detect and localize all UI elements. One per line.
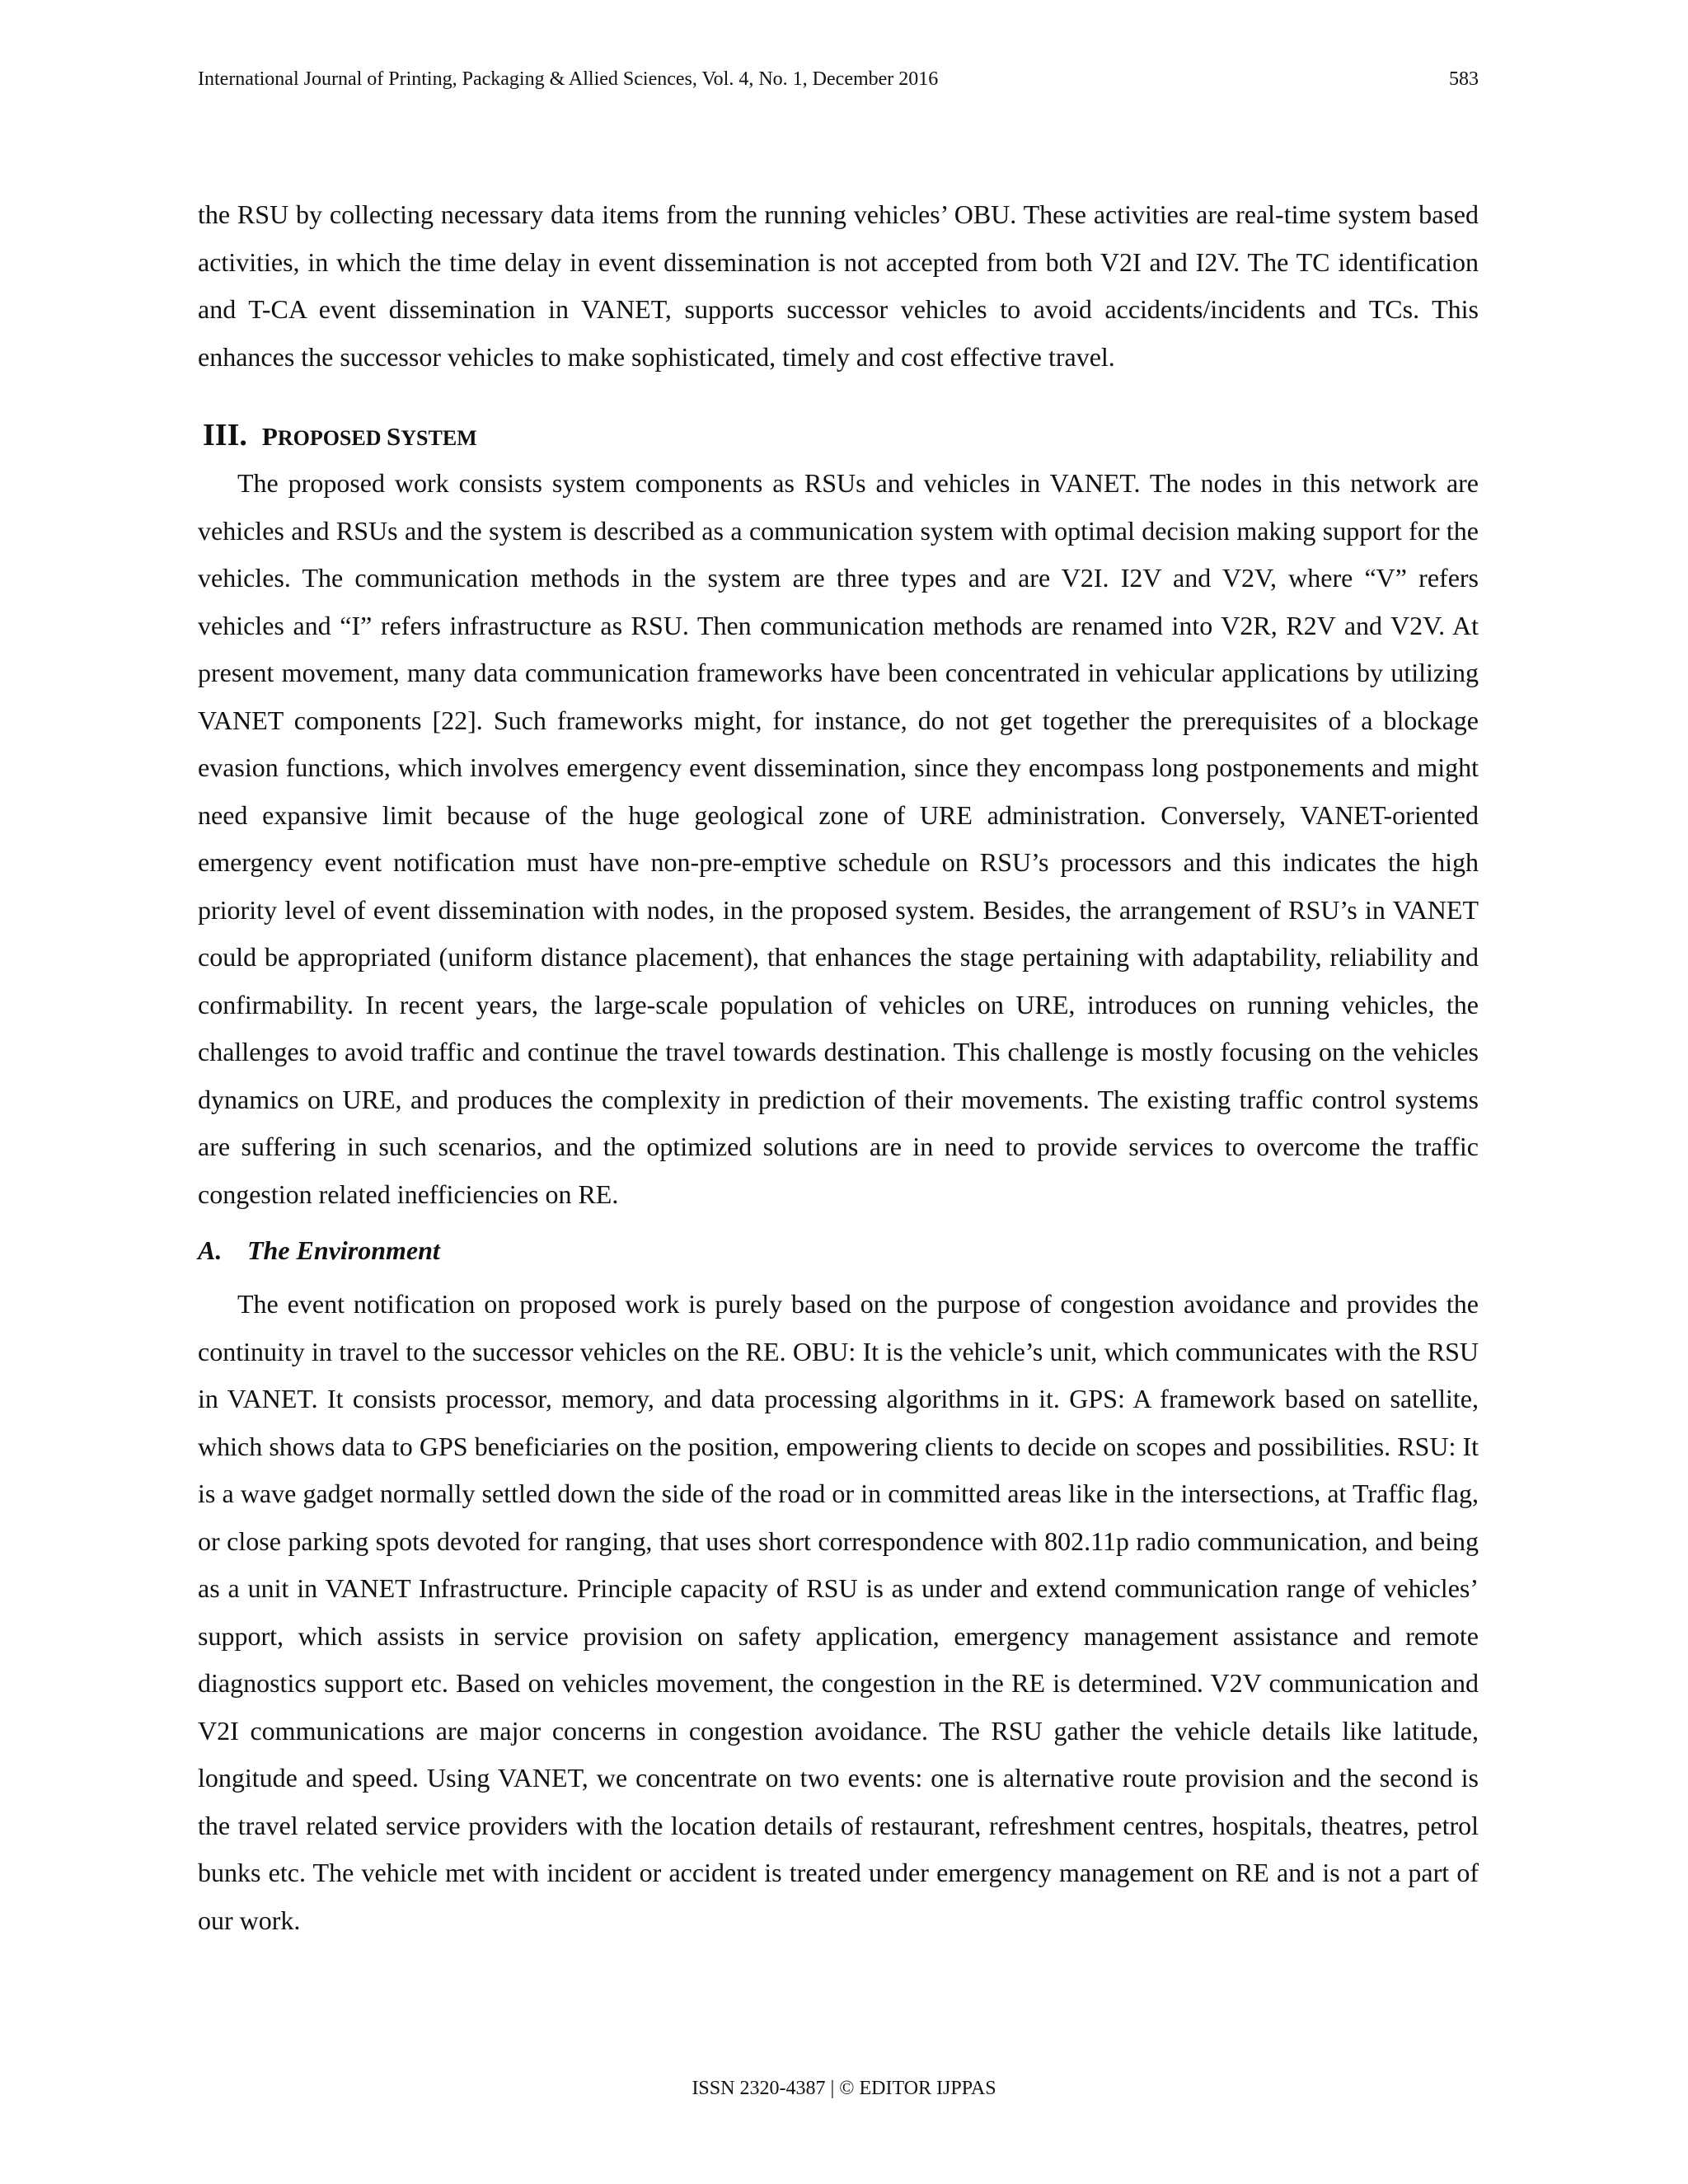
environment-paragraph: The event notification on proposed work is purely based on the purpose of congestion avoidance and provides the continuity in travel to the successor vehicles on the RE. OBU: It is the vehicle’s unit, which communicates with the RSU in VANET. It consists processor, memory, and data processing algorithms in it. GPS: A framework based on satellite, which shows data to GPS beneficiaries on the position, empowering clients to decide on scopes and possibilities. RSU: It is a wave gadget normally settled down the side of the road or in committed areas like in the intersections, at Traffic flag, or close parking spots devoted for ranging, that uses short correspondence with 802.11p radio communication, and being as a unit in VANET Infrastructure. Principle capacity of RSU is as under and extend communication range of vehicles’ support, which assists in service provision on safety application, emergency management assistance and remote diagnostics support etc. Based on vehicles movement, the congestion in the RE is determined. V2V communication and V2I communications are major concerns in congestion avoidance. The RSU gather the vehicle details like latitude, longitude and speed. Using VANET, we concentrate on two events: one is alternative route provision and the second is the travel related service providers with the location details of restaurant, refreshment centres, hospitals, theatres, petrol bunks etc. The vehicle met with incident or accident is treated under emergency management on RE and is not a part of our work. xyxy=(198,1289,1479,1935)
section-title-part: ROPOSED xyxy=(277,426,387,450)
running-header xyxy=(198,66,1479,92)
intro-paragraph: the RSU by collecting necessary data items from the running vehicles’ OBU. These activities are real-time system based activities, in which the time delay in event dissemination is not accepted from both V2I and I2V. The TC identification and T-CA event dissemination in VANET, supports successor vehicles to avoid accidents/incidents and TCs. This enhances the successor vehicles to make sophisticated, timely and cost effective travel. xyxy=(198,199,1479,372)
section-heading-proposed-system xyxy=(203,414,1479,460)
section-number: III. xyxy=(203,418,247,452)
issn-footer: ISSN 2320-4387 | © EDITOR IJPPAS xyxy=(692,2078,996,2099)
subsection-heading-environment xyxy=(198,1230,1479,1271)
subsection-label: A. xyxy=(198,1235,223,1265)
article-body xyxy=(198,191,1479,1944)
proposed-system-paragraph: The proposed work consists system components as RSUs and vehicles in VANET. The nodes in this network are vehicles and RSUs and the system is described as a communication system with optimal decision making support for the vehicles. The communication methods in the system are three types and are V2I. I2V and V2V, where “V” refers vehicles and “I” refers infrastructure as RSU. Then communication methods are renamed into V2R, R2V and V2V. At present movement, many data communication frameworks have been concentrated in vehicular applications by utilizing VANET components [22]. Such frameworks might, for instance, do not get together the prerequisites of a blockage evasion functions, which involves emergency event dissemination, since they encompass long postponements and might need expansive limit because of the huge geological zone of URE administration. Conversely, VANET-oriented emergency event notification must have non-pre-emptive schedule on RSU’s processors and this indicates the high priority level of event dissemination with nodes, in the proposed system. Besides, the arrangement of RSU’s in VANET could be appropriated (uniform distance placement), that enhances the stage pertaining with adaptability, reliability and confirmability. In recent years, the large-scale population of vehicles on URE, introduces on running vehicles, the challenges to avoid traffic and continue the travel towards destination. This challenge is mostly focusing on the vehicles dynamics on URE, and produces the complexity in prediction of their movements. The existing traffic control systems are suffering in such scenarios, and the optimized solutions are in need to provide services to overcome the traffic congestion related inefficiencies on RE. xyxy=(198,468,1479,1209)
page-number: 583 xyxy=(1449,68,1479,90)
page-footer xyxy=(0,2075,1688,2102)
journal-citation: International Journal of Printing, Packaging & Allied Sciences, Vol. 4, No. 1, December 2016 xyxy=(198,68,939,90)
section-title-part: YSTEM xyxy=(401,426,477,450)
subsection-title: The Environment xyxy=(247,1235,440,1265)
section-title-part: S xyxy=(387,422,401,451)
section-title-part: P xyxy=(261,422,278,451)
